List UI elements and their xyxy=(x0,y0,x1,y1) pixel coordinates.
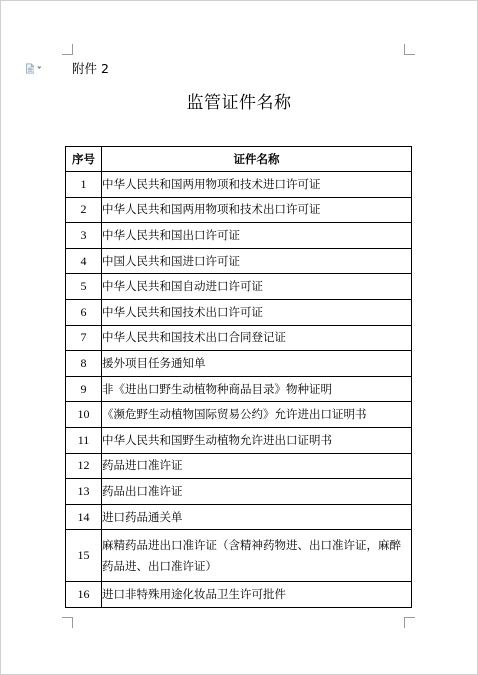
row-number: 11 xyxy=(66,427,102,453)
row-number: 8 xyxy=(66,351,102,377)
row-number: 6 xyxy=(66,299,102,325)
table-row xyxy=(66,248,412,274)
row-number: 13 xyxy=(66,479,102,505)
certificate-name: 进口非特殊用途化妆品卫生许可批件 xyxy=(102,582,412,608)
certificate-name: 麻精药品进出口准许证（含精神药物进、出口准许证，麻醉药品进、出口准许证） xyxy=(102,530,412,582)
table-row xyxy=(66,427,412,453)
certificate-name: 中华人民共和国出口许可证 xyxy=(102,223,412,249)
table-row xyxy=(66,402,412,428)
row-number: 10 xyxy=(66,402,102,428)
document-icon xyxy=(26,62,34,75)
certificate-name: 中华人民共和国两用物项和技术出口许可证 xyxy=(102,197,412,223)
row-number: 2 xyxy=(66,197,102,223)
row-number: 7 xyxy=(66,325,102,351)
table-row xyxy=(66,453,412,479)
row-number: 16 xyxy=(66,582,102,608)
certificate-name: 非《进出口野生动植物种商品目录》物种证明 xyxy=(102,376,412,402)
page-title: 监管证件名称 xyxy=(186,93,292,113)
document-icon-dropdown[interactable] xyxy=(26,61,42,75)
table-row xyxy=(66,299,412,325)
crop-mark-top-right xyxy=(404,44,415,55)
attachment-label: 附件 2 xyxy=(72,61,109,76)
table-row xyxy=(66,530,412,582)
table-row xyxy=(66,325,412,351)
row-number: 1 xyxy=(66,172,102,198)
row-number: 9 xyxy=(66,376,102,402)
row-number: 3 xyxy=(66,223,102,249)
certificate-name: 中华人民共和国野生动植物允许进出口证明书 xyxy=(102,427,412,453)
row-number: 12 xyxy=(66,453,102,479)
certificate-name: 中华人民共和国两用物项和技术进口许可证 xyxy=(102,172,412,198)
crop-mark-bottom-right xyxy=(404,617,415,628)
certificate-name: 援外项目任务通知单 xyxy=(102,351,412,377)
certificate-table xyxy=(65,146,412,608)
crop-mark-bottom-left xyxy=(62,617,73,628)
row-number: 14 xyxy=(66,504,102,530)
row-number: 15 xyxy=(66,530,102,582)
row-number: 4 xyxy=(66,248,102,274)
certificate-name: 中华人民共和国技术出口许可证 xyxy=(102,299,412,325)
certificate-name: 《濒危野生动植物国际贸易公约》允许进出口证明书 xyxy=(102,402,412,428)
table-row xyxy=(66,172,412,198)
table-row xyxy=(66,197,412,223)
table-row xyxy=(66,582,412,608)
column-header-number: 序号 xyxy=(66,147,102,172)
table-header-row xyxy=(66,147,412,172)
crop-mark-top-left xyxy=(62,44,73,55)
certificate-name: 药品出口准许证 xyxy=(102,479,412,505)
certificate-name: 中国人民共和国进口许可证 xyxy=(102,248,412,274)
certificate-name: 进口药品通关单 xyxy=(102,504,412,530)
certificate-name: 药品进口准许证 xyxy=(102,453,412,479)
row-number: 5 xyxy=(66,274,102,300)
chevron-down-icon xyxy=(37,66,42,70)
table-row xyxy=(66,351,412,377)
table-row xyxy=(66,376,412,402)
column-header-name: 证件名称 xyxy=(102,147,412,172)
certificate-name: 中华人民共和国技术出口合同登记证 xyxy=(102,325,412,351)
table-row xyxy=(66,274,412,300)
table-row xyxy=(66,479,412,505)
certificate-name: 中华人民共和国自动进口许可证 xyxy=(102,274,412,300)
table-row xyxy=(66,223,412,249)
table-row xyxy=(66,504,412,530)
